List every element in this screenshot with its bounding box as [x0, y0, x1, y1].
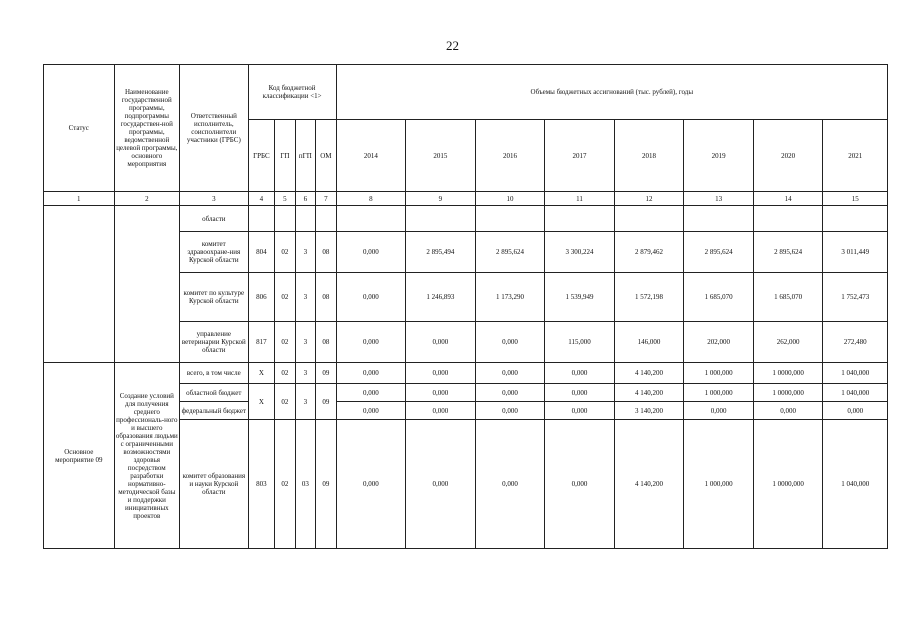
- header-year: 2017: [545, 120, 615, 192]
- value-cell: 146,000: [614, 322, 684, 363]
- value-cell: 3 140,200: [614, 402, 684, 420]
- header-year: 2018: [614, 120, 684, 192]
- value-cell: 0,000: [336, 384, 406, 402]
- value-cell: 0,000: [406, 402, 476, 420]
- value-cell: [336, 206, 406, 232]
- om-cell: 08: [316, 273, 337, 322]
- value-cell: 0,000: [475, 384, 545, 402]
- header-code-om: ОМ: [316, 120, 337, 192]
- value-cell: 1 040,000: [823, 363, 888, 384]
- header-year: 2020: [753, 120, 823, 192]
- value-cell: 0,000: [545, 420, 615, 549]
- gp-cell: 02: [275, 420, 295, 549]
- value-cell: 1 685,070: [684, 273, 754, 322]
- column-number: 3: [180, 192, 249, 206]
- value-cell: 1 040,000: [823, 420, 888, 549]
- header-volumes: Объемы бюджетных ассигнований (тыс. рублей), годы: [336, 65, 887, 120]
- value-cell: 1 000,000: [684, 384, 754, 402]
- column-number: 9: [406, 192, 476, 206]
- value-cell: 1 0000,000: [753, 384, 823, 402]
- om-cell: 09: [316, 363, 337, 384]
- value-cell: 0,000: [406, 322, 476, 363]
- budget-table: [43, 64, 888, 549]
- value-cell: 0,000: [336, 232, 406, 273]
- gp-cell: 02: [275, 232, 295, 273]
- value-cell: 0,000: [475, 363, 545, 384]
- header-kbk: Код бюджетной классификации <1>: [248, 65, 336, 120]
- value-cell: 202,000: [684, 322, 754, 363]
- value-cell: 2 879,462: [614, 232, 684, 273]
- header-year: 2015: [406, 120, 476, 192]
- header-code-pgp: пГП: [295, 120, 315, 192]
- column-number: 4: [248, 192, 275, 206]
- gp-cell: 02: [275, 322, 295, 363]
- value-cell: [753, 206, 823, 232]
- value-cell: 0,000: [475, 402, 545, 420]
- value-cell: 1 0000,000: [753, 363, 823, 384]
- column-number: 6: [295, 192, 315, 206]
- value-cell: 1 246,893: [406, 273, 476, 322]
- value-cell: 3 300,224: [545, 232, 615, 273]
- column-number: 5: [275, 192, 295, 206]
- column-number: 13: [684, 192, 754, 206]
- responsible-cell: областной бюджет: [180, 384, 249, 402]
- value-cell: [823, 206, 888, 232]
- pgp-cell: 3: [295, 322, 315, 363]
- value-cell: 0,000: [336, 322, 406, 363]
- page-number: 22: [446, 38, 459, 53]
- value-cell: 2 895,624: [753, 232, 823, 273]
- responsible-cell: комитет по культуре Курской области: [180, 273, 249, 322]
- value-cell: 2 895,624: [475, 232, 545, 273]
- header-year: 2014: [336, 120, 406, 192]
- header-year: 2016: [475, 120, 545, 192]
- responsible-cell: комитет образования и науки Курской области: [180, 420, 249, 549]
- value-cell: 0,000: [475, 420, 545, 549]
- value-cell: [614, 206, 684, 232]
- gp-cell: 02: [275, 384, 295, 420]
- header-year: 2021: [823, 120, 888, 192]
- header-program-name: Наименование государственной программы, подпрограммы государствен-ной программы, ведомственной целевой программы, основного мероприятия: [114, 65, 179, 192]
- responsible-cell: управление ветеринарии Курской области: [180, 322, 249, 363]
- value-cell: [475, 206, 545, 232]
- value-cell: 0,000: [336, 273, 406, 322]
- header-year: 2019: [684, 120, 754, 192]
- status-cell: [44, 206, 115, 363]
- gp-cell: [275, 206, 295, 232]
- value-cell: [684, 206, 754, 232]
- value-cell: 1 0000,000: [753, 420, 823, 549]
- om-cell: [316, 206, 337, 232]
- column-number: 14: [753, 192, 823, 206]
- responsible-cell: комитет здравоохране-ния Курской области: [180, 232, 249, 273]
- value-cell: 0,000: [406, 363, 476, 384]
- pgp-cell: 3: [295, 232, 315, 273]
- value-cell: 1 539,949: [545, 273, 615, 322]
- pgp-cell: [295, 206, 315, 232]
- pgp-cell: 03: [295, 420, 315, 549]
- om-cell: 08: [316, 232, 337, 273]
- gp-cell: 02: [275, 273, 295, 322]
- value-cell: 1 040,000: [823, 384, 888, 402]
- value-cell: 4 140,200: [614, 363, 684, 384]
- name-cell: [114, 206, 179, 363]
- grbs-cell: 817: [248, 322, 275, 363]
- value-cell: 0,000: [406, 420, 476, 549]
- grbs-cell: Х: [248, 363, 275, 384]
- value-cell: 1 572,198: [614, 273, 684, 322]
- value-cell: 0,000: [545, 363, 615, 384]
- value-cell: 272,480: [823, 322, 888, 363]
- value-cell: 4 140,200: [614, 384, 684, 402]
- value-cell: 1 752,473: [823, 273, 888, 322]
- column-number: 7: [316, 192, 337, 206]
- grbs-cell: Х: [248, 384, 275, 420]
- header-responsible: Ответственный исполнитель, соисполнители участники (ГРБС): [180, 65, 249, 192]
- grbs-cell: [248, 206, 275, 232]
- value-cell: 0,000: [823, 402, 888, 420]
- pgp-cell: 3: [295, 384, 315, 420]
- grbs-cell: 803: [248, 420, 275, 549]
- column-number: 8: [336, 192, 406, 206]
- pgp-cell: 3: [295, 273, 315, 322]
- table-row: [44, 363, 888, 384]
- value-cell: 115,000: [545, 322, 615, 363]
- value-cell: 0,000: [684, 402, 754, 420]
- responsible-cell: всего, в том числе: [180, 363, 249, 384]
- header-code-grbs: ГРБС: [248, 120, 275, 192]
- value-cell: 1 000,000: [684, 420, 754, 549]
- value-cell: 0,000: [545, 402, 615, 420]
- responsible-cell: области: [180, 206, 249, 232]
- value-cell: 0,000: [753, 402, 823, 420]
- measure-name: Создание условий для получения среднего профессиональ-ного и высшего образования людьми с ограниченными возможностями здоровья посредством разработки нормативно-методической базы и поддержки инициативных проектов: [114, 363, 179, 549]
- value-cell: [545, 206, 615, 232]
- value-cell: 0,000: [545, 384, 615, 402]
- value-cell: 1 173,290: [475, 273, 545, 322]
- value-cell: 4 140,200: [614, 420, 684, 549]
- value-cell: 2 895,494: [406, 232, 476, 273]
- om-cell: 09: [316, 420, 337, 549]
- column-number: 11: [545, 192, 615, 206]
- table-row: [44, 206, 888, 232]
- gp-cell: 02: [275, 363, 295, 384]
- column-number: 1: [44, 192, 115, 206]
- pgp-cell: 3: [295, 363, 315, 384]
- value-cell: 262,000: [753, 322, 823, 363]
- om-cell: 08: [316, 322, 337, 363]
- grbs-cell: 806: [248, 273, 275, 322]
- value-cell: 0,000: [336, 420, 406, 549]
- om-cell: 09: [316, 384, 337, 420]
- measure-status: Основное мероприятие 09: [44, 363, 115, 549]
- column-number: 2: [114, 192, 179, 206]
- column-number: 15: [823, 192, 888, 206]
- value-cell: 0,000: [406, 384, 476, 402]
- value-cell: 0,000: [475, 322, 545, 363]
- value-cell: [406, 206, 476, 232]
- column-number: 10: [475, 192, 545, 206]
- value-cell: 1 685,070: [753, 273, 823, 322]
- value-cell: 3 011,449: [823, 232, 888, 273]
- grbs-cell: 804: [248, 232, 275, 273]
- value-cell: 0,000: [336, 402, 406, 420]
- column-number: 12: [614, 192, 684, 206]
- value-cell: 2 895,624: [684, 232, 754, 273]
- responsible-cell: федеральный бюджет: [180, 402, 249, 420]
- header-status: Статус: [44, 65, 115, 192]
- header-code-gp: ГП: [275, 120, 295, 192]
- value-cell: 1 000,000: [684, 363, 754, 384]
- value-cell: 0,000: [336, 363, 406, 384]
